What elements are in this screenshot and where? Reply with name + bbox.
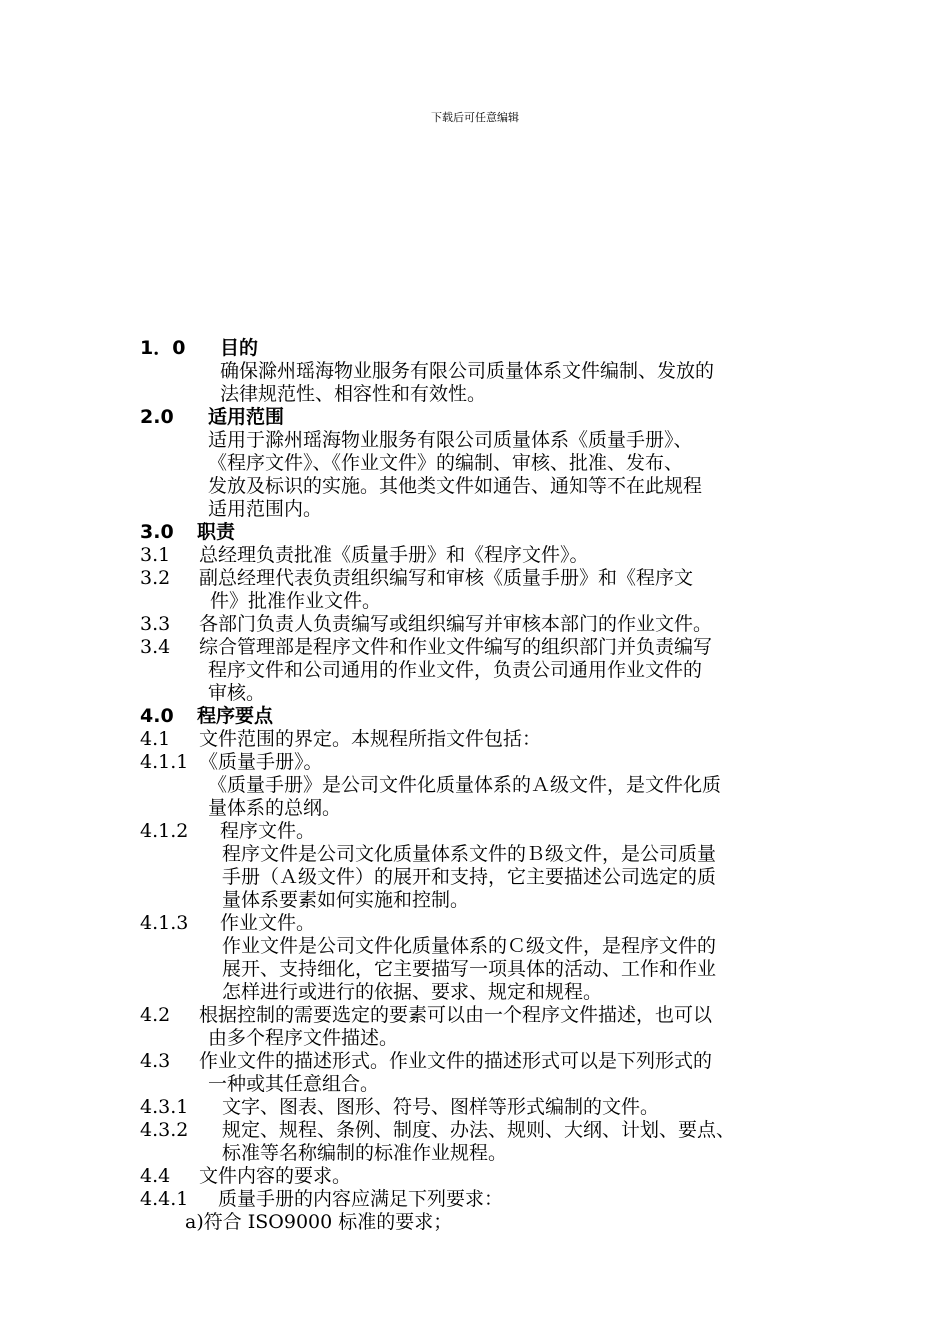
line-text: 量体系要素如何实施和控制。 (222, 889, 470, 911)
section-number: 3.0 (140, 521, 174, 543)
line-text: 法律规范性、相容性和有效性。 (220, 383, 487, 405)
line-text: 作业文件是公司文件化质量体系的Ｃ级文件，是程序文件的 (222, 935, 717, 957)
line-text: 目的 (220, 337, 259, 359)
section-number: 4.1 (140, 728, 171, 750)
text-line (208, 682, 265, 705)
text-line (208, 452, 683, 475)
line-text: 文件内容的要求。 (199, 1165, 352, 1187)
section-number: 4.2 (140, 1004, 171, 1026)
line-text: a)符合 ISO9000 标准的要求； (185, 1211, 453, 1233)
line-text: 文件范围的界定。本规程所指文件包括： (199, 728, 542, 750)
text-line (222, 889, 469, 912)
text-line (140, 1004, 712, 1027)
text-line (208, 774, 721, 797)
text-line (140, 751, 323, 774)
text-line (222, 958, 716, 981)
section-number: 4.3 (140, 1050, 171, 1072)
text-line (185, 1211, 452, 1234)
section-number: 1．0 (140, 337, 186, 359)
text-line (208, 498, 322, 521)
section-number: 4.0 (140, 705, 174, 727)
section-number: 4.4.1 (140, 1188, 189, 1210)
line-text: 《质量手册》是公司文件化质量体系的Ａ级文件，是文件化质 (208, 774, 722, 796)
line-text: 件》批准作业文件。 (210, 590, 382, 612)
line-text: 《质量手册》。 (199, 751, 323, 773)
text-line (208, 475, 702, 498)
text-line (140, 613, 712, 636)
page-header-note: 下载后可任意编辑 (431, 111, 519, 124)
text-line (140, 636, 712, 659)
text-line (208, 429, 693, 452)
line-text: 由多个程序文件描述。 (208, 1027, 399, 1049)
line-text: 手册（Ａ级文件）的展开和支持，它主要描述公司选定的质 (222, 866, 717, 888)
line-text: 一种或其任意组合。 (208, 1073, 380, 1095)
text-line (222, 981, 602, 1004)
line-text: 程序文件是公司文化质量体系文件的Ｂ级文件，是公司质量 (222, 843, 717, 865)
line-text: 怎样进行或进行的依据、要求、规定和规程。 (222, 981, 603, 1003)
text-line (140, 728, 541, 751)
text-line (222, 843, 716, 866)
line-text: 审核。 (208, 682, 266, 704)
line-text: 规定、规程、条例、制度、办法、规则、大纲、计划、要点、 (222, 1119, 736, 1141)
line-text: 程序要点 (197, 705, 274, 727)
line-text: 根据控制的需要选定的要素可以由一个程序文件描述，也可以 (199, 1004, 713, 1026)
line-text: 综合管理部是程序文件和作业文件编写的组织部门并负责编写 (199, 636, 713, 658)
text-line (222, 866, 716, 889)
text-line (208, 797, 341, 820)
line-text: 作业文件的描述形式。作业文件的描述形式可以是下列形式的 (199, 1050, 713, 1072)
line-text: 程序文件。 (220, 820, 316, 842)
text-line (210, 590, 381, 613)
text-line (208, 1073, 379, 1096)
section-number: 2.0 (140, 406, 174, 428)
section-heading (140, 521, 235, 544)
text-line (140, 1165, 351, 1188)
line-text: 程序文件和公司通用的作业文件，负责公司通用作业文件的 (208, 659, 703, 681)
line-text: 发放及标识的实施。其他类文件如通告、通知等不在此规程 (208, 475, 703, 497)
text-line (140, 1188, 503, 1211)
line-text: 适用范围 (208, 406, 285, 428)
section-number: 4.4 (140, 1165, 171, 1187)
text-line (220, 383, 486, 406)
text-line (220, 360, 714, 383)
section-number: 4.3.1 (140, 1096, 189, 1118)
line-text: 各部门负责人负责编写或组织编写并审核本部门的作业文件。 (199, 613, 713, 635)
line-text: 作业文件。 (220, 912, 316, 934)
text-line (208, 1027, 398, 1050)
section-number: 3.1 (140, 544, 171, 566)
section-number: 3.3 (140, 613, 171, 635)
line-text: 展开、支持细化，它主要描写一项具体的活动、工作和作业 (222, 958, 717, 980)
line-text: 《程序文件》、《作业文件》的编制、审核、批准、发布、 (208, 452, 684, 474)
text-line (140, 1119, 735, 1142)
text-line (140, 820, 315, 843)
section-number: 4.1.2 (140, 820, 189, 842)
section-number: 4.3.2 (140, 1119, 189, 1141)
section-number: 3.4 (140, 636, 171, 658)
line-text: 总经理负责批准《质量手册》和《程序文件》。 (199, 544, 589, 566)
line-text: 文字、图表、图形、符号、图样等形式编制的文件。 (222, 1096, 660, 1118)
section-number: 3.2 (140, 567, 171, 589)
line-text: 适用于滁州瑶海物业服务有限公司质量体系《质量手册》、 (208, 429, 693, 451)
line-text: 质量手册的内容应满足下列要求： (218, 1188, 504, 1210)
text-line (140, 1096, 659, 1119)
section-number: 4.1.1 (140, 751, 189, 773)
text-line (140, 544, 589, 567)
line-text: 副总经理代表负责组织编写和审核《质量手册》和《程序文 (199, 567, 694, 589)
text-line (222, 1142, 507, 1165)
text-line (208, 659, 702, 682)
line-text: 职责 (197, 521, 236, 543)
text-line (140, 567, 693, 590)
line-text: 适用范围内。 (208, 498, 323, 520)
section-heading (140, 337, 258, 360)
section-number: 4.1.3 (140, 912, 189, 934)
line-text: 标准等名称编制的标准作业规程。 (222, 1142, 508, 1164)
line-text: 确保滁州瑶海物业服务有限公司质量体系文件编制、发放的 (220, 360, 715, 382)
text-line (140, 912, 315, 935)
line-text: 量体系的总纲。 (208, 797, 342, 819)
text-line (140, 1050, 712, 1073)
section-heading (140, 406, 284, 429)
section-heading (140, 705, 273, 728)
text-line (222, 935, 716, 958)
